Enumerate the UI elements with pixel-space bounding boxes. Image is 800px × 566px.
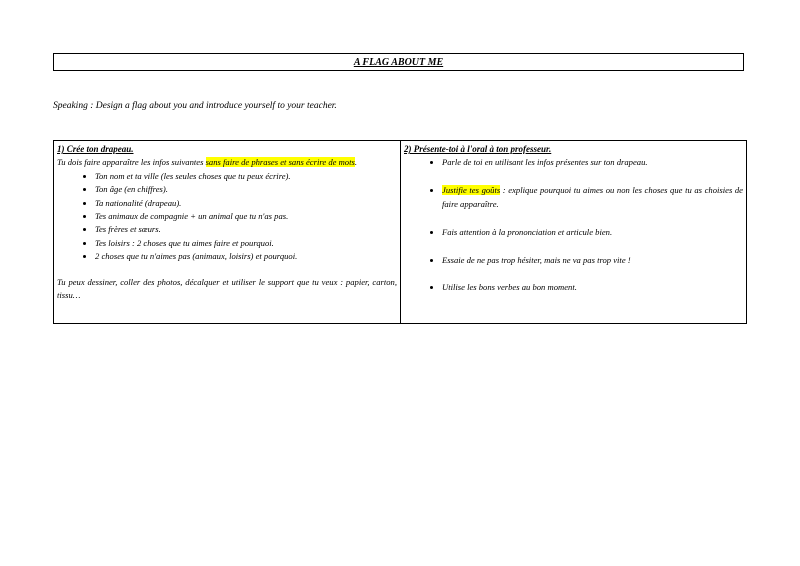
right-item-rest: : explique pourquoi tu aimes ou non les choses que tu as choisies de faire apparaître. — [442, 185, 743, 209]
document-title: A FLAG ABOUT ME — [353, 56, 444, 68]
left-column — [54, 141, 401, 323]
right-list — [404, 156, 743, 294]
list-item: • Parle de toi en utilisant les infos présentes sur ton drapeau. — [442, 156, 743, 169]
title-box — [53, 53, 744, 71]
list-item: • 2 choses que tu n'aimes pas (animaux, loisirs) et pourquoi. — [95, 250, 397, 263]
right-item-highlight: Justifie tes goûts — [442, 185, 501, 196]
list-item: • Ton âge (en chiffres). — [95, 183, 397, 196]
list-item — [442, 184, 743, 211]
left-lead-highlight: sans faire de phrases et sans écrire de mots — [205, 157, 355, 168]
list-item: • Tes animaux de compagnie + un animal que tu n'as pas. — [95, 210, 397, 223]
list-item: • Tes loisirs : 2 choses que tu aimes faire et pourquoi. — [95, 237, 397, 250]
left-lead — [57, 156, 397, 169]
left-lead-after: . — [354, 157, 357, 168]
list-item: • Fais attention à la prononciation et articule bien. — [442, 226, 743, 239]
list-item: • Utilise les bons verbes au bon moment. — [442, 281, 743, 294]
left-lead-before: Tu dois faire apparaître les infos suivantes — [57, 157, 206, 168]
intro-text: Speaking : Design a flag about you and introduce yourself to your teacher. — [53, 101, 337, 111]
list-item: • Ton nom et ta ville (les seules choses que tu peux écrire). — [95, 170, 397, 183]
list-item: • Essaie de ne pas trop hésiter, mais ne va pas trop vite ! — [442, 254, 743, 267]
list-item: • Tes frères et sœurs. — [95, 223, 397, 236]
left-heading: 1) Crée ton drapeau. — [57, 144, 134, 154]
right-heading: 2) Présente-toi à l'oral à ton professeur. — [404, 144, 552, 154]
spacer — [57, 264, 397, 276]
list-item: • Ta nationalité (drapeau). — [95, 197, 397, 210]
right-column — [401, 141, 746, 323]
left-closing: Tu peux dessiner, coller des photos, décalquer et utiliser le support que tu veux : papier, carton, tissu… — [57, 276, 397, 301]
instructions-table — [53, 140, 747, 324]
left-list — [57, 170, 397, 264]
